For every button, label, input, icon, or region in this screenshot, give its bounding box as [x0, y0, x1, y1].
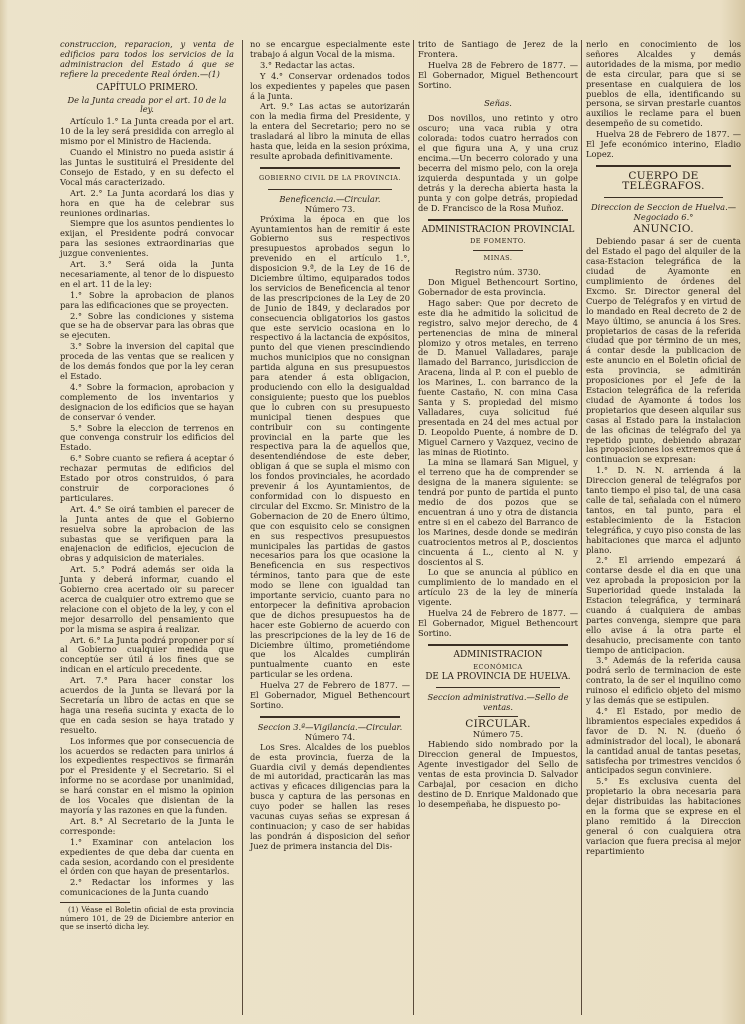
paragraph: 5.° Sobre la eleccion de terrenos en que convenga construir los edificios del Estado.	[60, 422, 234, 453]
section-divider	[428, 644, 568, 646]
paragraph: Art. 4.° Se oirá tambien el parecer de la Junta antes de que el Gobierno resuelva sobre la aprobacion de las subastas que se verifiquen para la enajenacion de edificios, ejecucion de obras y adquisicion de materiales.	[60, 503, 234, 564]
paragraph: 2.° Sobre las condiciones y sistema que se ha de observar para las obras que se ejecuten.	[60, 310, 234, 341]
signature: Huelva 28 de Febrero de 1877. —El Gobernador, Miguel Bethencourt Sortino.	[418, 59, 578, 90]
paragraph: 4.° Sobre la formacion, aprobacion y complemento de los inventarios y designacion de los edificios que se hayan de conservar ó vender.	[60, 381, 234, 422]
paragraph: nerlo en conocimiento de los señores Alcaldes y demás autoridades de la misma, por medio de esta circular, para que si se presentase en cualquiera de los pueblos de ella, identificando su persona, se sirvan prestarle cuantos auxilios le reclame para el buen desempeño de su cometido.	[586, 39, 741, 129]
paragraph: Art. 8.° Al Secretario de la Junta le corresponde:	[60, 815, 234, 836]
paragraph: Don Miguel Bethencourt Sortino, Gobernador de esta provincia.	[418, 277, 578, 298]
paragraph: Dos novillos, uno retinto y otro oscuro; una vaca rubia y otra colorada: todos cuatro herrados con el que figura una A, y una cruz encima.—Un becerro colorado y una becerra del mismo pelo, con la oreja izquierda despuntada y un golpe detrás y la derecha abierta hasta la punta y con golpe detrás, propiedad de D. Francisco de la Rosa Muñoz.	[418, 113, 578, 213]
column-divider	[581, 40, 582, 1015]
paragraph: Siempre que los asuntos pendientes lo exijan, el Presidente podrá convocar para las sesiones extraordinarias que juzgue convenientes.	[60, 218, 234, 259]
section-divider	[473, 250, 523, 251]
paragraph: 1.° Sobre la aprobacion de planos para las edificaciones que se proyecten.	[60, 289, 234, 310]
section-divider	[260, 716, 400, 718]
paragraph: Art. 5.° Podrá además ser oida la Junta y deberá informar, cuando el Gobierno crea acertado oir su parecer acerca de cualquier otro extremo que se relacione con el objeto de la ley, y con el mejor desarrollo del pensamiento que por la misma se aspira á realizar.	[60, 564, 234, 634]
paragraph: 4.° El Estado, por medio de libramientos especiales expedidos á favor de D. N. N. (dueño ó administrador del local), le abonará la cantidad anual de tantas pesetas, satisfecha por trimestres vencidos ó anticipados segun conviniere.	[586, 706, 741, 776]
paragraph: 2.° Redactar los informes y las comunicaciones de la Junta cuando	[60, 877, 234, 898]
section-label: MINAS.	[483, 254, 513, 263]
paragraph: 1.° D. N. N. arrienda á la Direccion general de telégrafos por tanto tiempo el piso tal, de una casa calle de tal, señalada con el número tantos, en tal punto, para el establecimiento de la Estacion telegráfica, y cuyo piso consta de las habitaciones que marca el adjunto plano.	[586, 465, 741, 555]
section-title: Beneficencia.—Circular.	[279, 193, 381, 204]
paragraph: La mina se llamará San Miguel, y el terreno que ha de comprender se designa de la manera siguiente: se tendrá por punto de partida el punto medio de dos pozos que se encuentran á uno y otra de distancia entre si en el cabezo del Barranco de los Marines, desde donde se medirán cuatrocientos metros al P., doscientos cincuenta á L., ciento al N. y doscientos al S.	[418, 457, 578, 567]
paragraph: Artículo 1.° La Junta creada por el art. 10 de la ley será presidida con arreglo al mismo por el Ministro de Hacienda.	[60, 116, 234, 147]
signature: Huelva 24 de Febrero de 1877. —El Gobernador, Miguel Bethencourt Sortino.	[418, 608, 578, 638]
admin-subtitle: DE FOMENTO.	[470, 237, 526, 246]
paragraph: Art. 2.° La Junta acordará los dias y hora en que ha de celebrar sus reuniones ordinarias.	[60, 187, 234, 218]
paragraph: Los informes que por consecuencia de los acuerdos se redacten para unirlos á los expedientes respectivos se firmarán por el Presidente y el Secretario. Si el informe no se acordase por unanimidad, se hará constar en el mismo la opinion de los Vocales que disientan de la mayoría y las razones en que la funden.	[60, 735, 234, 815]
gov-header: GOBIERNO CIVIL DE LA PROVINCIA.	[258, 173, 402, 182]
section-title: Seccion administrativa.—Sello de ventas.	[427, 692, 569, 713]
footnote: (1) Véase el Boletin oficial de esta provincia número 101, de 29 de Diciembre anterior en que se insertó dicha ley.	[60, 905, 234, 932]
paragraph: Lo que se anuncia al público en cumplimiento de lo mandado en el artículo 23 de la ley de minería vigente.	[418, 567, 578, 608]
paragraph: Art. 6.° La Junta podrá proponer por sí al Gobierno cualquier medida que conceptúe ser útil á los fines que se indican en el artículo precedente.	[60, 634, 234, 675]
intro-text: construccion, reparacion, y venta de edificios para todos los servicios de la administracion del Estado á que se refiere la precedente Real órden.—(1)	[60, 39, 234, 79]
telegrafos-title: CUERPO DE TELÉGRAFOS.	[622, 169, 705, 192]
section-divider	[604, 197, 723, 198]
section-divider	[428, 219, 568, 221]
paragraph: Art. 3.° Será oida la Junta necesariamente, al tenor de lo dispuesto en el art. 11 de la ley:	[60, 259, 234, 289]
section-divider	[260, 167, 400, 169]
column-divider	[242, 40, 243, 1015]
paragraph: Habiendo sido nombrado por la Direccion general de Impuestos, Agente investigador del Sello de ventas de esta provincia D. Salvador Carbajal, por cesacion en dicho destino de D. Enrique Maldonado que lo desempeñaba, he dispuesto po-	[418, 739, 578, 809]
chapter-subtitle: De la Junta creada por el art. 10 de la ley.	[67, 94, 227, 115]
section-divider	[436, 687, 560, 688]
paragraph: 5.° Es exclusiva cuenta del propietario la obra necesaria para dejar distribuidas las habitaciones en la forma que se exprese en el plano remitido á la Direccion general ó con cualquiera otra variacion que fuera precisa al mejor repartimiento	[586, 776, 741, 856]
paragraph: trito de Santiago de Jerez de la Frontera.	[418, 39, 578, 59]
column-3	[418, 40, 578, 810]
paragraph: Próxima la época en que los Ayuntamientos han de remitir á este Gobierno sus respectivos presupuestos aprobados segun lo prevenido en el artículo 1.°, disposicion 9.ª, de la Ley de 16 de Diciembre último, equiparados todos los servicios de Beneficencia al tenor de las prescripciones de la Ley de 20 de Junio de 1849, y declarados por consecuencia obligatorios los gastos que este servicio ocasiona en lo respectivo á la lactancia de expósitos, punto del que vienen prescindiendo muchos municipios que no consignan partida alguna en sus presupuestos para atender á esta obligacion, produciendo con ello la desigualdad consiguiente; puesto que los pueblos que lo cubren con su presupuesto municipal tienen despues que contribuir con su contingente provincial en la parte que les respectiva para la de aquellos que, desentendiéndose de este deber, obligan á que se supla el mismo con los fondos provinciales, he acordado prevenir á los Ayuntamientos, de conformidad con lo dispuesto en circular del Excmo. Sr. Ministro de la Gobernacion de 20 de Enero último, que con esquisito celo se consignen en sus respectivos presupuestos municipales las partidas de gastos necesarios para los que ocasione la Beneficencia en sus respectivos términos, tanto para que de este modo se llene con igualdad tan importante servicio, cuanto para no entorpecer la definitiva aprobacion que de dichos presupuestos ha de hacer este Gobierno de acuerdo con las prescripciones de la ley de 16 de Diciembre último, prometiéndome que los Alcaldes cumplirán puntualmente cuanto en este particular se les ordena.	[250, 213, 410, 680]
paragraph: Cuando el Ministro no pueda asistir á las Juntas le sustituirá el Presidente del Consejo de Estado, y en su defecto el Vocal más caracterizado.	[60, 147, 234, 187]
paragraph: Art. 7.° Para hacer constar los acuerdos de la Junta se llevará por la Secretaría un libro de actas en que se haga una reseña sucinta y exacta de lo que en cada sesion se haya tratado y resuelto.	[60, 675, 234, 735]
column-divider	[413, 40, 414, 1015]
section-title: Señas.	[484, 97, 512, 108]
section-title: Seccion 3.ª—Vigilancia.—Circular.	[257, 721, 403, 732]
paragraph: Art. 9.° Las actas se autorizarán con la media firma del Presidente, y la entera del Secretario; pero no se trasladará al libro la minuta de ellas hasta que, leida en la sesion próxima, resulte aprobada definitivamente.	[250, 101, 410, 161]
paragraph: Los Sres. Alcaldes de los pueblos de esta provincia, fuerza de la Guardia civil y demás dependientes de mi autoridad, practicarán las mas activas y eficaces diligencias para la busca y captura de las personas en cuyo poder se hallen las reses vacunas cuyas señas se expresan á continuacion; y caso de ser habidas las pondrán á disposicion del señor Juez de primera instancia del Dis-	[250, 741, 410, 851]
notice-number: Número 75.	[472, 729, 524, 740]
admin-subtitle: ECONÓMICA	[473, 662, 523, 671]
paragraph: 6.° Sobre cuanto se refiera á aceptar ó rechazar permutas de edificios del Estado por otros construidos, ó para construir de corporaciones ó particulares.	[60, 453, 234, 503]
signature: Huelva 28 de Febrero de 1877. —El Jefe económico interino, Eladio Lopez.	[586, 129, 741, 159]
section-divider	[478, 716, 518, 717]
paragraph: 3.° Redactar las actas.	[260, 59, 355, 70]
admin-title: ADMINISTRACION PROVINCIAL	[421, 224, 575, 235]
paragraph: Hago saber: Que por decreto de este dia he admitido la solicitud de registro, salvo mejor derecho, de 4 pertenencias de mina de mineral plomizo y otros metales, en terreno de D. Manuel Valladares, paraje llamado del Barranco, jurisdiccion de Aracena, linda al P. con el pueblo de los Marines, L. con barranco de la fuente Castaño, N. con mina Casa Santa y S. propiedad del mismo Valladares, cuya solicitud fué presentada en 24 del mes actual por D. Leopoldo Puente, á nombre de D. Miguel Carnero y Vazquez, vecino de las minas de Riotinto.	[418, 297, 578, 457]
column-1	[60, 40, 234, 933]
column-2	[250, 40, 410, 853]
footnote-rule	[60, 902, 130, 903]
paragraph: 2.° El arriendo empezará á contarse desde el dia en que una vez aprobada la proposicion por la Superioridad quede instalada la Estacion telegráfica, y terminará cuando á cualquiera de ambas partes convenga, siempre que para ello avise á la otra parte el desahucio, precisamente con tanto tiempo de anticipacion.	[586, 555, 741, 655]
section-divider	[596, 165, 731, 167]
column-4	[586, 40, 741, 858]
section-divider	[268, 189, 392, 190]
paragraph: Y 4.° Conservar ordenados todos los expedientes y papeles que pasen á la Junta.	[250, 70, 410, 101]
admin-title: ADMINISTRACION	[453, 649, 543, 660]
paragraph: 3.° Sobre la inversion del capital que proceda de las ventas que se realicen y de los demás fondos que por la ley ceran el Estado.	[60, 341, 234, 381]
admin-province: DE LA PROVINCIA DE HUELVA.	[425, 671, 571, 682]
circular-title: CIRCULAR.	[465, 718, 531, 731]
paragraph: 3.° Además de la referida causa podrá serlo de terminacion de este contrato, la de ser el inquilino como ruinoso el edificio objeto del mismo y las demás que se estipulen.	[586, 655, 741, 706]
direccion-subtitle: Direccion de Seccion de Huelva.—Negociado 6.°	[590, 201, 737, 222]
paragraph: Debiendo pasar á ser de cuenta del Estado el pago del alquiler de la casa-Estacion telegráfica de la ciudad de Ayamonte en cumplimiento de órdenes del Excmo. Sr. Director general del Cuerpo de Telégrafos y en virtud de lo mandado en Real decreto de 2 de Mayo último, se anuncia á los Sres. propietarios de casas de la referida ciudad que por término de un mes, á contar desde la publicacion de este anuncio en el Boletin oficial de esta provincia, se admitirán proposiciones por el Jefe de la Estacion telegráfica de la referida ciudad de Ayamonte á todos los propietarios que deseen alquilar sus casas al Estado para la instalacion de las oficinas de telégrafo del ya repetido punto, debiendo abrazar las proposiciones los extremos que á continuacion se expresan:	[586, 236, 741, 465]
notice-number: Número 73.	[304, 203, 356, 214]
notice-number: Número 74.	[304, 731, 356, 742]
registro-number: Registro núm. 3730.	[455, 267, 541, 278]
paragraph: 1.° Examinar con antelacion los expedientes de que deba dar cuenta en cada sesion, acordando con el presidente el órden con que hayan de presentarlos.	[60, 836, 235, 877]
chapter-title: CAPÍTULO PRIMERO.	[96, 82, 198, 93]
anuncio-title: ANUNCIO.	[633, 222, 694, 235]
paragraph: no se encargue especialmente este trabajo á algun Vocal de la misma.	[250, 39, 410, 59]
signature: Huelva 27 de Febrero de 1877. —El Gobernador, Miguel Bethencourt Sortino.	[250, 680, 410, 710]
